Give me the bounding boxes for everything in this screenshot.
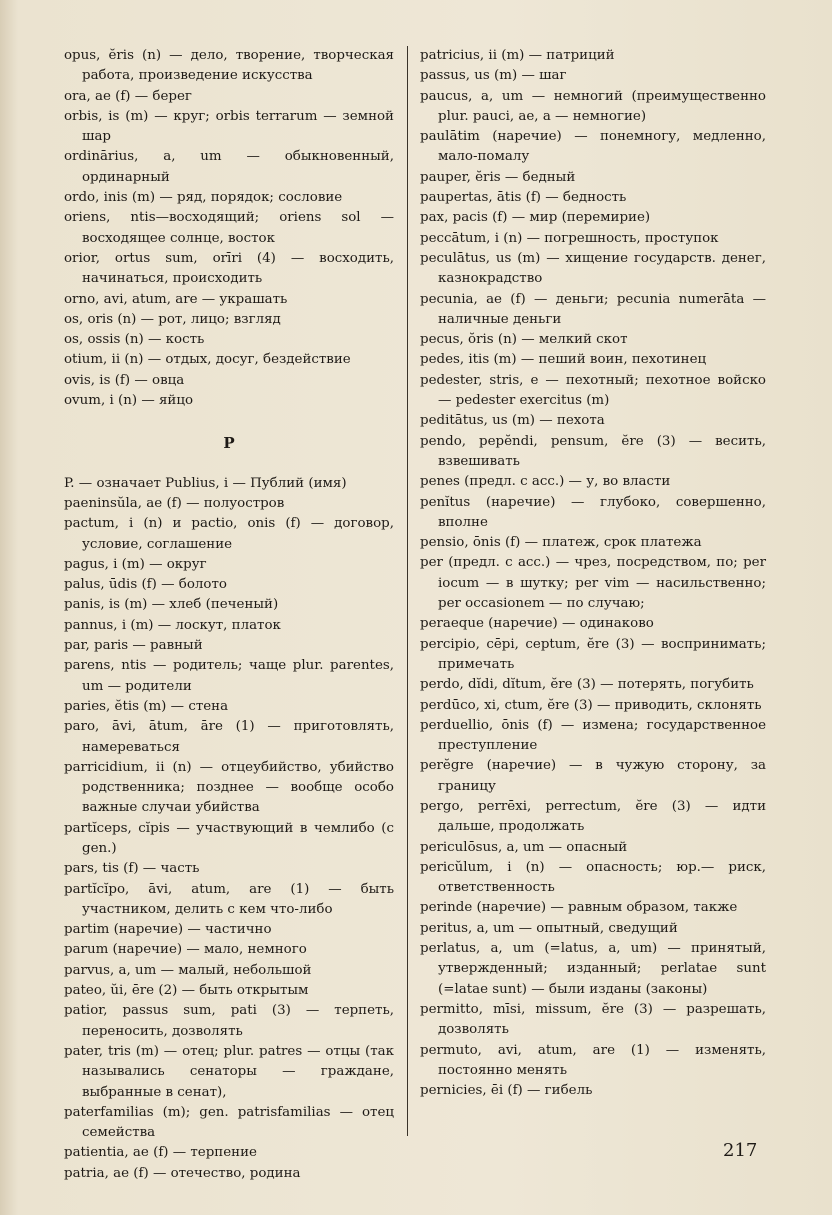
dictionary-entry: perdo, dĭdi, dĭtum, ĕre (3) — потерять, погубить bbox=[420, 677, 754, 693]
dictionary-entry: patior, passus sum, pati (3) — терпеть, переносить, дозволять bbox=[64, 1003, 394, 1039]
dictionary-entry: perinde (наречие) — равным образом, также bbox=[420, 900, 738, 916]
page-number: 217 bbox=[723, 1140, 758, 1161]
dictionary-entry: peccātum, i (n) — погрешность, проступок bbox=[420, 230, 719, 246]
dictionary-entry: ora, ae (f) — берег bbox=[64, 88, 192, 104]
dictionary-entry: patientia, ae (f) — терпение bbox=[64, 1145, 257, 1161]
dictionary-entry: passus, us (m) — шаг bbox=[420, 68, 567, 84]
dictionary-entry: pedester, stris, e — пехотный; пехотное войско — pedester exercitus (m) bbox=[420, 372, 766, 409]
dictionary-entry: pagus, i (m) — округ bbox=[64, 556, 207, 572]
dictionary-entry: pergo, perrēxi, perrectum, ĕre (3) — идти дальше, продолжать bbox=[420, 798, 766, 835]
left-column bbox=[64, 46, 394, 1184]
dictionary-entry: perlatus, a, um (=latus, a, um) — принятый, утвержденный; изданный; perlatae sunt (=latae sunt) — были изданы (законы) bbox=[420, 941, 766, 997]
dictionary-entry: permuto, avi, atum, are (1) — изменять, постоянно менять bbox=[420, 1042, 766, 1078]
dictionary-entry: permitto, mīsi, missum, ĕre (3) — разрешать, дозволять bbox=[420, 1001, 766, 1038]
dictionary-entry: pernicies, ēi (f) — гибель bbox=[420, 1083, 593, 1099]
dictionary-entry: pecunia, ae (f) — деньги; pecunia numerāta — наличные деньги bbox=[420, 291, 766, 327]
dictionary-entry: paries, ĕtis (m) — стена bbox=[64, 698, 229, 714]
dictionary-entry: os, ossis (n) — кость bbox=[64, 332, 205, 348]
p-entries bbox=[64, 474, 394, 1184]
dictionary-entry: peditātus, us (m) — пехота bbox=[420, 413, 605, 429]
dictionary-entry: parum (наречие) — мало, немного bbox=[64, 942, 307, 958]
dictionary-entry: oriens, ntis—восходящий; oriens sol — восходящее солнце, восток bbox=[64, 210, 394, 246]
dictionary-entry: penes (предл. с acc.) — у, во власти bbox=[420, 474, 671, 490]
dictionary-entry: parricidium, ii (n) — отцеубийство, убийство родственника; позднее — вообще особо важные случаи убийства bbox=[64, 759, 394, 816]
dictionary-entry: pactum, i (n) и pactio, onis (f) — договор, условие, соглашение bbox=[64, 516, 394, 552]
dictionary-entry: pedes, itis (m) — пеший воин, пехотинец bbox=[420, 352, 707, 368]
dictionary-entry: parvus, a, um — малый, небольшой bbox=[64, 962, 312, 978]
dictionary-entry: pecus, ŏris (n) — мелкий скот bbox=[420, 332, 628, 348]
dictionary-entry: parens, ntis — родитель; чаще plur. parentes, um — родители bbox=[64, 658, 394, 694]
dictionary-entry: periculōsus, a, um — опасный bbox=[420, 839, 628, 855]
dictionary-entry: partĭcĭpo, āvi, atum, are (1) — быть участником, делить с кем что-либо bbox=[64, 881, 394, 917]
dictionary-entry: perduellio, ōnis (f) — измена; государственное преступление bbox=[420, 717, 766, 754]
dictionary-entry: paterfamilias (m); gen. patrisfamilias — отец семейства bbox=[64, 1104, 394, 1141]
dictionary-entry: patricius, ii (m) — патриций bbox=[420, 48, 615, 63]
dictionary-entry: paro, āvi, ātum, āre (1) — приготовлять, намереваться bbox=[64, 719, 394, 755]
dictionary-entry: pater, tris (m) — отец; plur. patres — отцы (так назывались сенаторы — граждане, выбранные в сенат), bbox=[64, 1043, 394, 1100]
dictionary-entry: peraeque (наречие) — одинаково bbox=[420, 616, 654, 632]
dictionary-entry: pendo, pepĕndi, pensum, ĕre (3) — весить, взвешивать bbox=[420, 433, 766, 469]
dictionary-entry: os, oris (n) — рот, лицо; взгляд bbox=[64, 311, 281, 327]
o-entries bbox=[64, 46, 394, 411]
dictionary-entry: par, paris — равный bbox=[64, 638, 203, 654]
dictionary-entry: pax, pacis (f) — мир (перемирие) bbox=[420, 210, 651, 226]
dictionary-entry: orior, ortus sum, orīri (4) — восходить, начинаться, происходить bbox=[64, 250, 394, 287]
dictionary-entry: paucus, a, um — немногий (преимущественно plur. pauci, ae, a — немногие) bbox=[420, 88, 766, 124]
section-letter: P bbox=[223, 434, 235, 453]
dictionary-entry: pateo, ŭi, ēre (2) — быть открытым bbox=[64, 983, 309, 999]
dictionary-entry: paulātim (наречие) — понемногу, медленно, мало-помалу bbox=[420, 129, 766, 165]
dictionary-entry: peculātus, us (m) — хищение государств. денег, казнокрадство bbox=[420, 250, 766, 287]
dictionary-entry: otium, ii (n) — отдых, досуг, бездействие bbox=[64, 352, 351, 368]
dictionary-entry: pars, tis (f) — часть bbox=[64, 861, 200, 877]
p-entries-continued bbox=[420, 46, 766, 1101]
dictionary-entry: paeninsŭla, ae (f) — полуостров bbox=[64, 495, 285, 511]
dictionary-entry: ovis, is (f) — овца bbox=[64, 372, 185, 388]
dictionary-entry: pannus, i (m) — лоскут, платок bbox=[64, 617, 281, 633]
dictionary-entry: per (предл. с acc.) — чрез, посредством, по; per iocum — в шутку; per vim — насильственно; per occasionem — по случаю; bbox=[420, 555, 766, 612]
dictionary-entry: penĭtus (наречие) — глубоко, совершенно, вполне bbox=[420, 494, 766, 530]
dictionary-entry: orbis, is (m) — круг; orbis terrarum — земной шар bbox=[64, 108, 394, 145]
dictionary-entry: perĕgre (наречие) — в чужую сторону, за границу bbox=[420, 758, 766, 794]
dictionary-entry: perdūco, xi, ctum, ĕre (3) — приводить, склонять bbox=[420, 697, 762, 713]
dictionary-entry: P. — означает Publius, i — Публий (имя) bbox=[64, 475, 347, 491]
dictionary-entry: percipio, cēpi, ceptum, ĕre (3) — воспринимать; примечать bbox=[420, 636, 766, 672]
dictionary-entry: opus, ĕris (n) — дело, творение, творческая работа, произведение искусства bbox=[64, 48, 394, 84]
dictionary-entry: pensio, ōnis (f) — платеж, срок платежа bbox=[420, 535, 702, 551]
dictionary-entry: paupertas, ātis (f) — бедность bbox=[420, 190, 627, 206]
dictionary-entry: ordinārius, a, um — обыкновенный, ординарный bbox=[64, 149, 394, 185]
column-divider bbox=[407, 46, 408, 1136]
dictionary-entry: ovum, i (n) — яйцо bbox=[64, 393, 194, 409]
right-column bbox=[420, 46, 766, 1101]
dictionary-entry: patria, ae (f) — отечество, родина bbox=[64, 1165, 301, 1181]
dictionary-entry: ordo, inis (m) — ряд, порядок; сословие bbox=[64, 190, 343, 206]
dictionary-entry: partim (наречие) — частично bbox=[64, 922, 272, 938]
dictionary-entry: pericŭlum, i (n) — опасность; юр.— риск, ответственность bbox=[420, 859, 766, 896]
dictionary-entry: pauper, ĕris — бедный bbox=[420, 169, 576, 185]
dictionary-entry: orno, avi, atum, are — украшать bbox=[64, 291, 288, 307]
dictionary-entry: panis, is (m) — хлеб (печеный) bbox=[64, 597, 279, 613]
dictionary-entry: partĭceps, cĭpis — участвующий в чемлибо (с gen.) bbox=[64, 820, 394, 856]
dictionary-entry: peritus, a, um — опытный, сведущий bbox=[420, 920, 678, 936]
dictionary-entry: palus, ūdis (f) — болото bbox=[64, 577, 227, 593]
